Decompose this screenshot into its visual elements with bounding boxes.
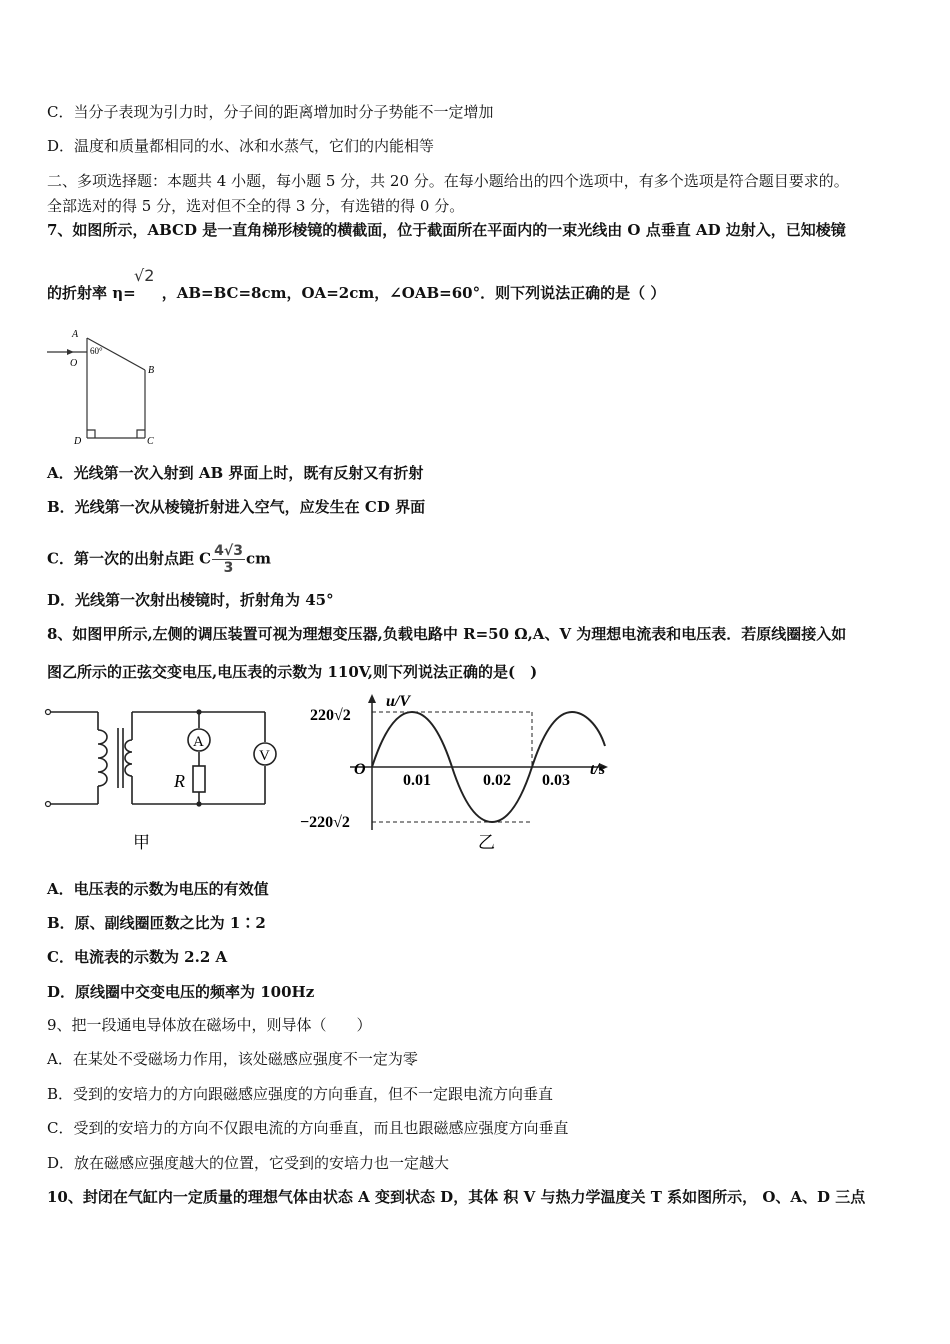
q8-option-c: C．电流表的示数为 2.2 A <box>47 948 228 966</box>
secondary-coil <box>125 740 132 776</box>
q7-option-b: B．光线第一次从棱镜折射进入空气，应发生在 CD 界面 <box>47 498 426 516</box>
ray-arrowhead <box>67 349 74 355</box>
q9-option-c: C．受到的安培力的方向不仅跟电流的方向垂直，而且也跟磁感应强度方向垂直 <box>47 1119 569 1137</box>
xtick-0-01: 0.01 <box>403 772 431 789</box>
label-d: D <box>74 436 82 447</box>
q7-prism-figure <box>44 326 164 448</box>
ymax-label: 220√2 <box>310 707 351 724</box>
q7-option-c-prefix: C．第一次的出射点距 C <box>47 549 212 568</box>
q8-voltage-graph <box>290 690 630 860</box>
terminal-bottom <box>46 802 51 807</box>
q8-option-d: D．原线圈中交变电压的频率为 100Hz <box>47 983 315 1001</box>
q8-stem-line1: 8、如图甲所示,左侧的调压装置可视为理想变压器,负载电路中 R=50 Ω,A、V 为理想电流表和电压表．若原线圈接入如 <box>47 625 847 643</box>
ammeter-label: A <box>193 734 204 750</box>
section2-intro-line1: 二、多项选择题：本题共 4 小题，每小题 5 分，共 20 分。在每小题给出的四个选项中，有多个选项是符合题目要求的。 <box>47 172 849 190</box>
label-o: O <box>70 358 78 369</box>
q8-stem-line2: 图乙所示的正弦交变电压,电压表的示数为 110V,则下列说法正确的是( ) <box>47 663 538 681</box>
section2-intro-line2: 全部选对的得 5 分，选对但不全的得 3 分，有选错的得 0 分。 <box>47 197 465 215</box>
q9-stem: 9、把一段通电导体放在磁场中，则导体（ ） <box>47 1016 372 1034</box>
voltmeter-label: V <box>259 748 270 764</box>
q7-stem-suffix: ，AB=BC=8cm，OA=2cm，∠OAB=60°．则下列说法正确的是（ ） <box>161 284 666 302</box>
resistor <box>193 766 205 792</box>
y-axis-label: u/V <box>386 693 411 710</box>
q7-option-c <box>47 543 271 576</box>
label-a: A <box>72 329 79 340</box>
terminal-top <box>46 710 51 715</box>
label-c: C <box>147 436 154 447</box>
y-arrow <box>368 694 376 703</box>
q9-option-d: D．放在磁感应强度越大的位置，它受到的安培力也一定越大 <box>47 1154 450 1172</box>
q7-option-c-fraction <box>212 543 245 576</box>
q8-circuit-figure <box>40 700 280 860</box>
q7-stem-line1: 7、如图所示，ABCD 是一直角梯形棱镜的横截面，位于截面所在平面内的一束光线由 O 点垂直 AD 边射入，已知棱镜 <box>47 221 846 239</box>
primary-coil <box>98 730 107 786</box>
q9-option-b: B．受到的安培力的方向跟磁感应强度的方向垂直，但不一定跟电流方向垂直 <box>47 1085 554 1103</box>
figure-caption-jia: 甲 <box>133 833 150 852</box>
q7-refractive-index-sqrt2: √2 <box>134 266 155 285</box>
resistor-label: R <box>174 771 185 791</box>
q6-option-c: C．当分子表现为引力时，分子间的距离增加时分子势能不一定增加 <box>47 103 494 121</box>
right-angle-d <box>87 430 95 438</box>
q7-option-d: D．光线第一次射出棱镜时，折射角为 45° <box>47 591 334 609</box>
q7-stem-prefix: 的折射率 η= <box>47 284 136 302</box>
q9-option-a: A．在某处不受磁场力作用，该处磁感应强度不一定为零 <box>47 1050 418 1068</box>
x-axis-label: t/s <box>590 761 606 778</box>
q10-stem: 10、封闭在气缸内一定质量的理想气体由状态 A 变到状态 D，其体 积 V 与热力学温度关 T 系如图所示， O、A、D 三点 <box>47 1188 866 1206</box>
junction-bottom <box>196 801 201 806</box>
q7-stem-line2 <box>47 283 665 303</box>
fraction-numerator: 4√3 <box>214 543 243 559</box>
q6-option-d: D．温度和质量都相同的水、冰和水蒸气，它们的内能相等 <box>47 137 435 155</box>
q8-option-a: A．电压表的示数为电压的有效值 <box>47 880 269 898</box>
right-angle-c <box>137 430 145 438</box>
angle-60-label: 60° <box>90 346 103 356</box>
figure-caption-yi: 乙 <box>478 833 495 852</box>
xtick-0-02: 0.02 <box>483 772 511 789</box>
q8-option-b: B．原、副线圈匝数之比为 1∶2 <box>47 914 266 932</box>
fraction-denominator: 3 <box>223 560 234 576</box>
label-b: B <box>148 365 155 376</box>
xtick-0-03: 0.03 <box>542 772 570 789</box>
q7-option-a: A．光线第一次入射到 AB 界面上时，既有反射又有折射 <box>47 464 424 482</box>
ymin-label: −220√2 <box>300 814 350 831</box>
junction-top <box>196 709 201 714</box>
origin-label: O <box>354 761 366 778</box>
q7-option-c-unit: cm <box>245 549 271 568</box>
